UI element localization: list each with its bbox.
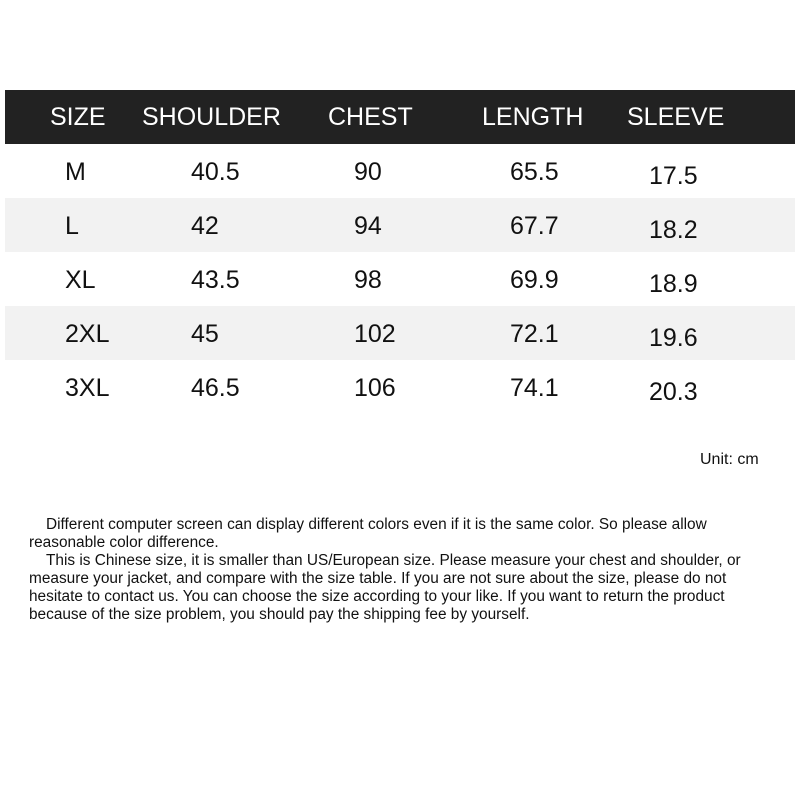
- cell-chest: 98: [354, 266, 382, 294]
- size-chart-table: [5, 90, 795, 414]
- header-sleeve: SLEEVE: [627, 103, 725, 131]
- cell-length: 67.7: [510, 212, 559, 240]
- cell-size: L: [65, 212, 79, 240]
- cell-shoulder: 43.5: [191, 266, 240, 294]
- cell-length: 65.5: [510, 158, 559, 186]
- table-row: [5, 252, 795, 306]
- header-shoulder: SHOULDER: [142, 103, 281, 131]
- cell-shoulder: 40.5: [191, 158, 240, 186]
- cell-shoulder: 45: [191, 320, 219, 348]
- cell-chest: 90: [354, 158, 382, 186]
- cell-size: 2XL: [65, 320, 110, 348]
- header-chest: CHEST: [328, 103, 413, 131]
- cell-chest: 106: [354, 374, 396, 402]
- table-row: [5, 306, 795, 360]
- size-notes: [29, 516, 779, 624]
- cell-length: 74.1: [510, 374, 559, 402]
- cell-size: XL: [65, 266, 96, 294]
- note-color-difference: Different computer screen can display different colors even if it is the same color. So please allow reasonable color difference.: [29, 516, 707, 551]
- cell-sleeve: 17.5: [649, 162, 698, 190]
- table-row: [5, 360, 795, 414]
- cell-shoulder: 46.5: [191, 374, 240, 402]
- cell-size: M: [65, 158, 86, 186]
- table-row: [5, 198, 795, 252]
- cell-sleeve: 20.3: [649, 378, 698, 406]
- note-chinese-size: This is Chinese size, it is smaller than US/European size. Please measure your chest and shoulder, or measure your jacket, and compare with the size table. If you are not sure about the size, please do not hesitate to contact us. You can choose the size according to your like. If you want to return the product because of the size problem, you should pay the shipping fee by yourself.: [29, 552, 741, 623]
- header-size: SIZE: [50, 103, 106, 131]
- cell-length: 69.9: [510, 266, 559, 294]
- cell-chest: 102: [354, 320, 396, 348]
- cell-length: 72.1: [510, 320, 559, 348]
- table-header-row: [5, 90, 795, 144]
- table-row: [5, 144, 795, 198]
- cell-sleeve: 19.6: [649, 324, 698, 352]
- unit-label: Unit: cm: [700, 451, 759, 468]
- cell-sleeve: 18.2: [649, 216, 698, 244]
- cell-sleeve: 18.9: [649, 270, 698, 298]
- cell-size: 3XL: [65, 374, 110, 402]
- header-length: LENGTH: [482, 103, 584, 131]
- cell-chest: 94: [354, 212, 382, 240]
- cell-shoulder: 42: [191, 212, 219, 240]
